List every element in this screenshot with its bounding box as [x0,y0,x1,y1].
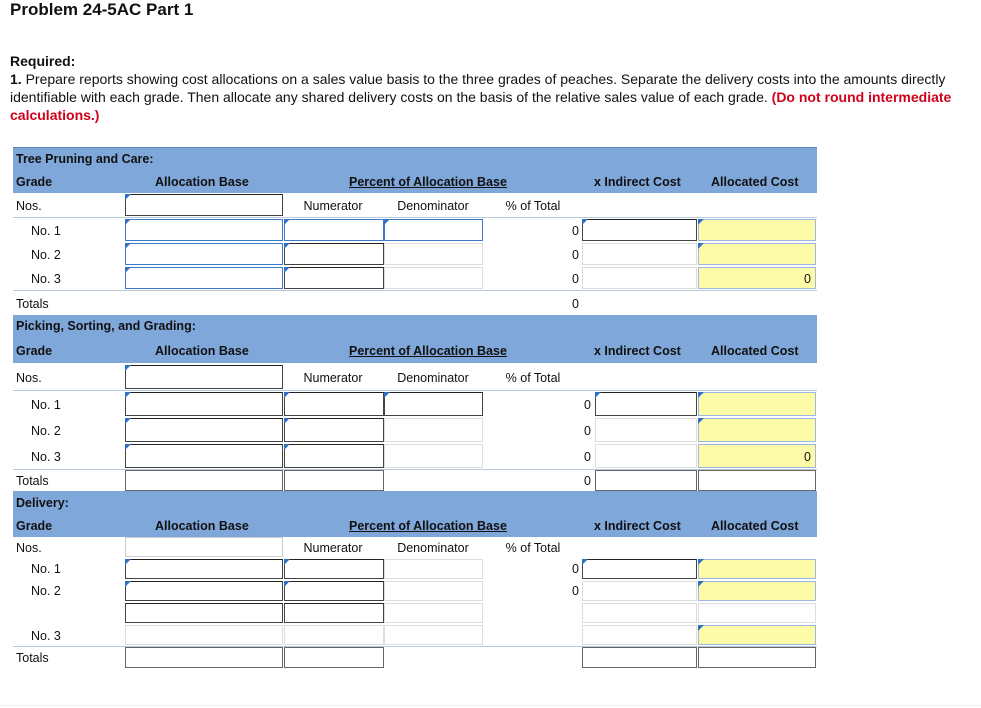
indirect-cost-header: x Indirect Cost [594,519,681,533]
percent-base-header: Percent of Allocation Base [349,175,507,189]
grade-label: No. 3 [31,272,61,286]
allocated-cost-header: Allocated Cost [711,175,799,189]
column-header-row [13,514,817,537]
column-header-row [13,169,817,193]
denominator-input[interactable] [384,267,483,289]
pct-total-label: % of Total [505,199,561,213]
indirect-cost-input[interactable] [582,625,697,645]
numerator-input[interactable] [284,581,384,601]
section-header-delivery [13,491,817,514]
bottom-divider [0,705,981,706]
allocation-base-input[interactable] [125,267,283,289]
denominator-input[interactable] [384,243,483,265]
allocation-base-input[interactable] [125,194,283,216]
totals-label: Totals [16,297,49,311]
grade-label: No. 1 [31,562,61,576]
pct-value: 0 [572,562,579,576]
table-row [13,218,817,242]
nos-label: Nos. [16,199,42,213]
table-row [13,624,817,646]
table-row [13,417,817,443]
allocation-base-input[interactable] [125,559,283,579]
indirect-cost-input[interactable] [595,444,697,468]
allocation-base-input[interactable] [125,418,283,442]
numerator-label: Numerator [303,371,363,385]
allocated-cost-input[interactable] [698,219,816,241]
subheader-row [13,193,817,217]
pct-value: 0 [584,424,591,438]
page-title: Problem 24-5AC Part 1 [10,0,194,19]
instruction-number: 1. [10,71,22,87]
subheader-row [13,537,817,558]
grade-label: No. 3 [31,629,61,643]
denominator-input[interactable] [384,581,483,601]
totals-label: Totals [16,651,49,665]
allocated-cost-input[interactable] [698,418,816,442]
numerator-label: Numerator [303,199,363,213]
nos-label: Nos. [16,371,42,385]
allocated-cost-input[interactable] [698,625,816,645]
numerator-input[interactable] [284,418,384,442]
numerator-input[interactable] [284,625,384,645]
denominator-label: Denominator [397,199,469,213]
pct-total-label: % of Total [505,371,561,385]
numerator-input[interactable] [284,444,384,468]
allocated-value: 0 [804,272,811,286]
totals-row [13,646,817,669]
pct-total-label: % of Total [505,541,561,555]
denominator-input[interactable] [384,219,483,241]
section-header-picking [13,315,817,338]
section-title: Picking, Sorting, and Grading: [16,319,196,333]
grade-header: Grade [16,344,53,358]
section-header-tree-pruning [13,147,817,170]
denominator-input[interactable] [384,603,483,623]
grade-label: No. 2 [31,424,61,438]
allocation-base-input[interactable] [125,625,283,645]
indirect-cost-header: x Indirect Cost [594,175,681,189]
indirect-cost-input[interactable] [582,559,697,579]
indirect-cost-total[interactable] [582,647,697,668]
allocation-base-total[interactable] [125,470,283,491]
allocation-base-input[interactable] [125,581,283,601]
allocated-cost-input[interactable] [698,243,816,265]
indirect-cost-input[interactable] [582,581,697,601]
table-row [13,266,817,290]
instructions [10,52,960,124]
allocated-cost-input[interactable] [698,603,816,623]
allocated-cost-input[interactable] [698,581,816,601]
allocation-base-input[interactable] [125,603,283,623]
allocation-base-total[interactable] [125,647,283,668]
allocation-base-header: Allocation Base [155,344,249,358]
table-row [13,443,817,469]
allocation-base-input[interactable] [125,219,283,241]
allocation-base-input[interactable] [125,537,283,557]
percent-base-header: Percent of Allocation Base [349,519,507,533]
grade-label: No. 3 [31,450,61,464]
table-row [13,558,817,580]
indirect-cost-input[interactable] [582,219,697,241]
allocated-cost-total[interactable] [698,470,816,491]
section-title: Tree Pruning and Care: [16,152,154,166]
numerator-input[interactable] [284,219,384,241]
grade-header: Grade [16,175,53,189]
grade-label: No. 1 [31,398,61,412]
instruction-text: Prepare reports showing cost allocations on a sales value basis to the three grades of peaches. Separate the delivery costs into the amounts directly identifiable with each grade. Then allocate any shared delivery costs on the basis of the relative sales value of each grade. [10,71,946,105]
pct-value: 0 [584,450,591,464]
totals-row [13,290,817,315]
grade-header: Grade [16,519,53,533]
allocation-base-input[interactable] [125,365,283,389]
denominator-input[interactable] [384,444,483,468]
totals-pct-value: 0 [572,297,579,311]
nos-label: Nos. [16,541,42,555]
allocated-cost-header: Allocated Cost [711,344,799,358]
indirect-cost-input[interactable] [582,243,697,265]
allocated-cost-input[interactable] [698,559,816,579]
denominator-input[interactable] [384,559,483,579]
allocated-value: 0 [804,450,811,464]
allocation-base-header: Allocation Base [155,519,249,533]
allocated-cost-input[interactable] [698,267,816,289]
numerator-total[interactable] [284,647,384,668]
allocation-base-header: Allocation Base [155,175,249,189]
indirect-cost-input[interactable] [595,418,697,442]
numerator-input[interactable] [284,267,384,289]
numerator-input[interactable] [284,603,384,623]
denominator-input[interactable] [384,625,483,645]
allocation-base-input[interactable] [125,243,283,265]
grade-label: No. 1 [31,224,61,238]
denominator-input[interactable] [384,418,483,442]
pct-value: 0 [572,272,579,286]
totals-label: Totals [16,474,49,488]
percent-base-header: Percent of Allocation Base [349,344,507,358]
allocated-cost-input[interactable] [698,444,816,468]
indirect-cost-input[interactable] [582,603,697,623]
numerator-label: Numerator [303,541,363,555]
denominator-label: Denominator [397,541,469,555]
indirect-cost-input[interactable] [582,267,697,289]
numerator-input[interactable] [284,243,384,265]
allocated-cost-total[interactable] [698,647,816,668]
allocated-cost-header: Allocated Cost [711,519,799,533]
numerator-input[interactable] [284,559,384,579]
column-header-row [13,338,817,363]
table-row [13,391,817,417]
pct-value: 0 [572,584,579,598]
grade-label: No. 2 [31,584,61,598]
denominator-input[interactable] [384,392,483,416]
pct-value: 0 [572,224,579,238]
indirect-cost-input[interactable] [595,392,697,416]
pct-value: 0 [584,398,591,412]
denominator-label: Denominator [397,371,469,385]
grade-label: No. 2 [31,248,61,262]
table-row [13,580,817,602]
allocation-base-input[interactable] [125,444,283,468]
indirect-cost-total[interactable] [595,470,697,491]
numerator-input[interactable] [284,392,384,416]
required-label: Required: [10,53,76,69]
indirect-cost-header: x Indirect Cost [594,344,681,358]
allocated-cost-input[interactable] [698,392,816,416]
subheader-row [13,364,817,390]
table-row-blank [13,602,817,624]
table-row [13,242,817,266]
pct-value: 0 [572,248,579,262]
totals-row [13,469,817,492]
instruction-note: (Do not round intermediate calculations.) [10,89,952,123]
allocation-base-input[interactable] [125,392,283,416]
totals-pct-value: 0 [584,474,591,488]
section-title: Delivery: [16,496,69,510]
numerator-total[interactable] [284,470,384,491]
